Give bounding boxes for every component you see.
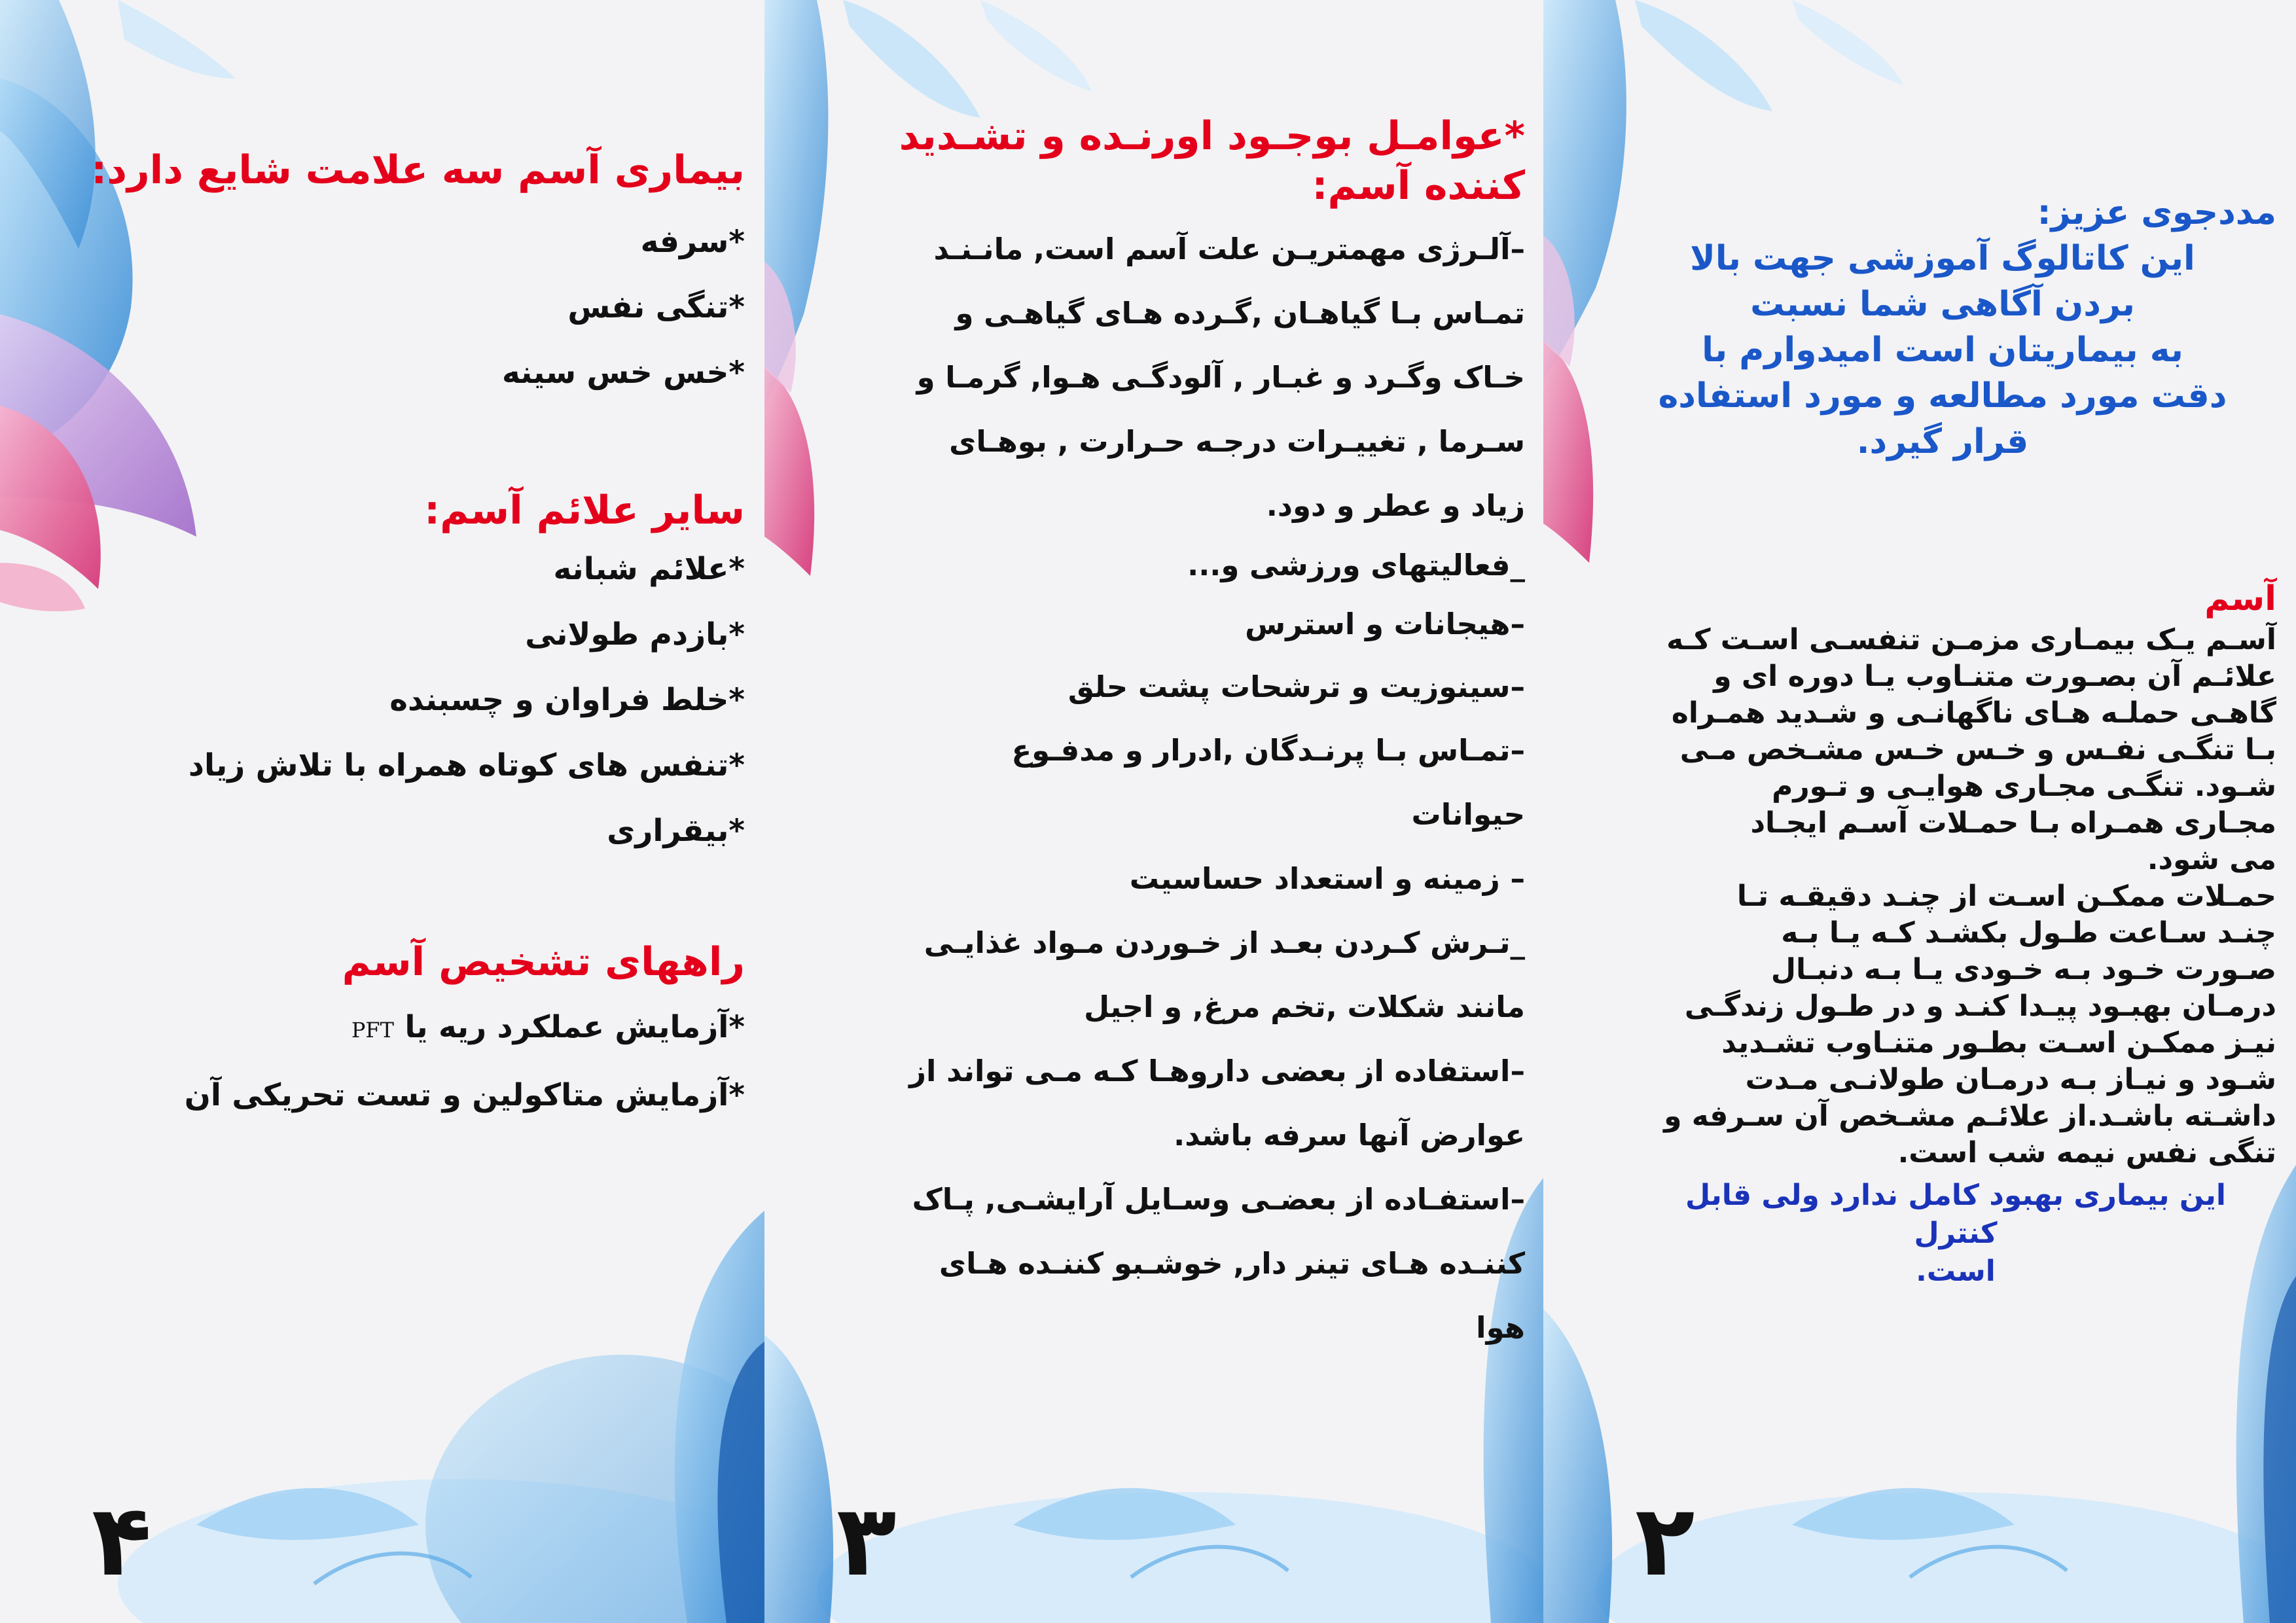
body-line: مجـاری همـراه بـا حمـلات آسـم ایجـاد <box>1750 806 2276 840</box>
brochure-panel-4 <box>0 0 764 1623</box>
intro-title: مددجوی عزیز: <box>2037 193 2276 232</box>
sign-item: *علائم شبانه <box>553 551 745 587</box>
cause-line: هوا <box>1476 1310 1525 1345</box>
panel-4-content <box>90 144 745 1128</box>
body-line: شـود و نیـاز بـه درمـان طولانـی مـدت <box>1745 1063 2276 1096</box>
cause-line: –سینوزیت و ترشحات پشت حلق <box>1067 669 1525 704</box>
cause-line: تمـاس بـا گیاهـان ,گـرده هـای گیاهـی و <box>955 296 1525 330</box>
intro-message <box>1648 236 2237 465</box>
diagnosis-heading: راههای تشخیص آسم <box>342 939 745 985</box>
intro-line: بردن آگاهی شما نسبت <box>1750 285 2135 324</box>
panel-3-content <box>844 111 1525 1360</box>
cause-line: حیوانات <box>1411 797 1525 832</box>
body-line: می شود. <box>2147 843 2276 876</box>
causes-heading-continued: کننده آسم: <box>1312 163 1525 209</box>
body-line: تنگی نفس نیمه شب است. <box>1897 1136 2276 1169</box>
cause-line: زیاد و عطر و دود. <box>1266 488 1525 523</box>
sign-item: *بازدم طولانی <box>525 616 745 652</box>
brochure-panel-2 <box>1543 0 2296 1623</box>
page-number: ۳ <box>836 1484 897 1598</box>
cause-line: _فعالیتهای ورزشی و... <box>1187 548 1525 582</box>
body-line: چنـد سـاعت طـول بکشـد کـه یـا بـه <box>1781 916 2276 950</box>
diagnosis-text: *آزمایش عملکرد ریه یا <box>393 1009 745 1045</box>
intro-line: به بیماریتان است امیدوارم با <box>1702 330 2183 370</box>
body-line: علائـم آن بصـورت متنـاوب یـا دوره ای و <box>1713 660 2276 693</box>
page-number: ۲ <box>1635 1484 1695 1598</box>
cause-line: – زمینه و استعداد حساسیت <box>1129 861 1525 896</box>
sign-item: *خلط فراوان و چسبنده <box>389 682 745 718</box>
causes-list <box>844 217 1525 1360</box>
sign-item: *بیقراری <box>607 813 745 849</box>
intro-line: این کاتالوگ آموزشی جهت بالا <box>1690 239 2195 278</box>
body-line: درمـان بهبـود پیـدا کنـد و در طـول زندگـی <box>1684 990 2276 1023</box>
cause-line: _تـرش کـردن بعـد از خـوردن مـواد غذایـی <box>924 925 1525 960</box>
diagnosis-item <box>90 995 745 1063</box>
pft-abbreviation: PFT <box>351 1018 394 1043</box>
sign-item: *سرفه <box>640 224 745 260</box>
sign-item: *تنفس های کوتاه همراه با تلاش زیاد <box>188 747 745 783</box>
diagnosis-item: *آزمایش متاکولین و تست تحریکی آن <box>184 1077 745 1113</box>
causes-heading: *عوامـل بوجـود اورنـده و تشـدید <box>899 113 1525 159</box>
main-signs-heading: بیماری آسم سه علامت شایع دارد: <box>91 147 745 193</box>
cause-line: –تمـاس بـا پرنـدگان ,ادرار و مدفـوع <box>1011 733 1525 768</box>
panel-2-intro <box>1596 190 2276 465</box>
body-line: داشـته باشـد.از علائـم مشـخص آن سـرفه و <box>1664 1099 2276 1133</box>
cause-line: مانند شکلات ,تخم مرغ, و اجیل <box>1084 990 1525 1024</box>
sign-item: *تنگی نفس <box>567 289 745 325</box>
body-line: شـود. تنگـی مجـاری هوایـی و تـورم <box>1772 770 2276 803</box>
cause-line: –استفاده از بعضی داروهـا کـه مـی تواند از <box>909 1054 1525 1088</box>
page-number: ۴ <box>92 1484 152 1598</box>
brochure-panel-3 <box>764 0 1543 1623</box>
intro-line: دقت مورد مطالعه و مورد استفاده <box>1658 376 2227 416</box>
body-line: بـا تنگـی نفـس و خـس خـس مشـخص مـی <box>1679 733 2276 766</box>
body-line: آسـم یـک بیمـاری مزمـن تنفسـی اسـت کـه <box>1666 623 2276 656</box>
cause-line: –آلـرژی مهمتریـن علت آسم است, مانـنـد <box>933 232 1525 266</box>
note-line: این بیماری بهبود کامل ندارد ولی قابل کنترل <box>1685 1179 2227 1250</box>
cause-line: –هیجانات و استرس <box>1245 607 1525 641</box>
other-signs-heading: سایر علائم آسم: <box>424 488 745 533</box>
asthma-heading: آسم <box>2204 579 2276 618</box>
note-line: است. <box>1916 1255 1996 1288</box>
control-note <box>1661 1177 2250 1291</box>
body-line: گاهـی حملـه هـای ناگهانـی و شـدید همـراه <box>1671 696 2276 730</box>
cause-line: خـاک وگـرد و غبـار , آلودگـی هـوا, گرمـا و <box>916 360 1525 395</box>
sign-item: *خس خس سینه <box>501 355 745 391</box>
body-line: حمـلات ممکـن اسـت از چنـد دقیقـه تـا <box>1736 880 2276 913</box>
cause-line: عوارض آنها سرفه باشد. <box>1174 1118 1525 1152</box>
body-line: صـورت خـود بـه خـودی یـا بـه دنبـال <box>1770 953 2276 986</box>
cause-line: –استفـاده از بعضـی وسـایل آرایشـی, پـاک <box>912 1182 1525 1217</box>
intro-line: قرار گیرد. <box>1856 422 2029 461</box>
cause-line: سـرما , تغییـرات درجـه حـرارت , بوهـای <box>949 424 1525 459</box>
cause-line: کننـده هـای تینر دار, خوشـبو کننـده هـای <box>939 1246 1525 1281</box>
body-line: نیـز ممکـن اسـت بطـور متنـاوب تشـدید <box>1721 1026 2276 1060</box>
panel-2-body <box>1596 576 2276 1291</box>
